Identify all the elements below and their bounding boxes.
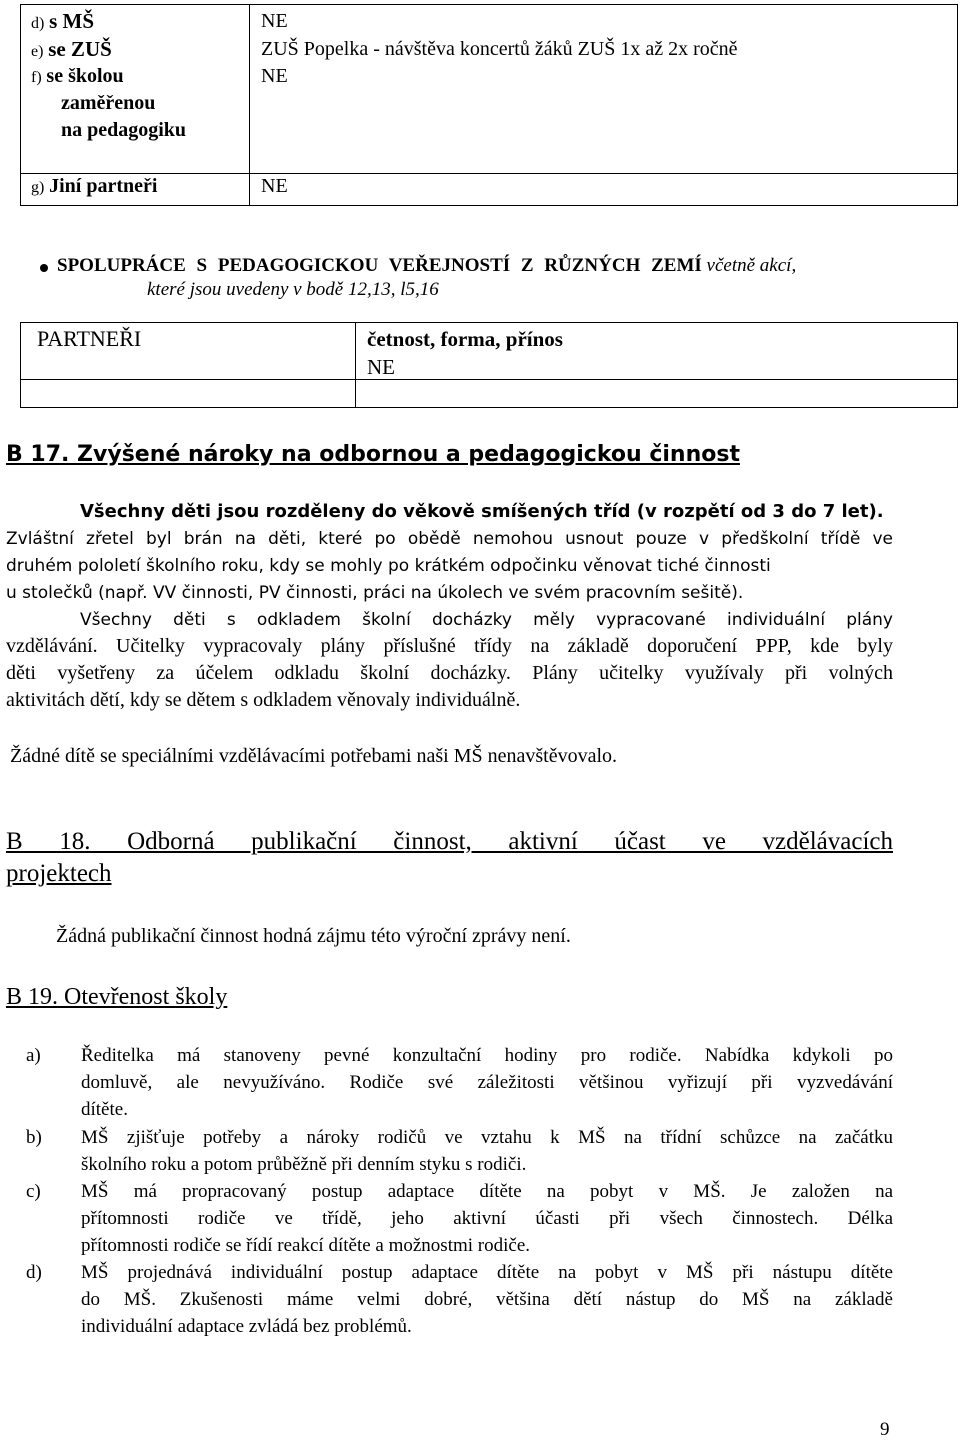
table-divider xyxy=(249,5,250,205)
partners-table xyxy=(20,4,958,206)
b19-item-b-prefix: b) xyxy=(26,1127,42,1148)
b19-item-d-line2: do MŠ. Zkušenosti máme velmi dobré, většina dětí nástup do MŠ na základě xyxy=(81,1289,893,1310)
row-label-d: d) s MŠ xyxy=(31,9,95,33)
row-value-f: NE xyxy=(261,65,288,87)
b19-heading: B 19. Otevřenost školy xyxy=(6,984,228,1010)
b19-item-a-line1: Ředitelka má stanoveny pevné konzultační hodiny pro rodiče. Nabídka kdykoli po xyxy=(81,1045,893,1066)
b17-p1-line1: Zvláštní zřetel byl brán na děti, které po obědě nemohou usnout pouze v předškolní třídě ve xyxy=(6,529,893,549)
b19-item-c-line2: přítomnosti rodiče ve třídě, jeho aktivní účasti při všech činnostech. Délka xyxy=(81,1208,893,1229)
bullet-icon xyxy=(40,264,48,272)
b19-item-b-line1: MŠ zjišťuje potřeby a nároky rodičů ve vztahu k MŠ na třídní schůzce na začátku xyxy=(81,1127,893,1148)
b17-p2-line1: Všechny děti s odkladem školní docházky měly vypracované individuální plány xyxy=(80,610,893,630)
b19-item-c-prefix: c) xyxy=(26,1181,41,1202)
b17-heading: B 17. Zvýšené nároky na odbornou a pedagogickou činnost xyxy=(6,442,740,467)
b17-bold-line: Všechny děti jsou rozděleny do věkově smíšených tříd (v rozpětí od 3 do 7 let). xyxy=(80,501,884,522)
b17-p2-line3: děti vyšetřeny za účelem odkladu školní docházky. Plány učitelky využívaly při volných xyxy=(6,662,893,684)
table-row-divider xyxy=(21,173,957,174)
row-label-f: f) se školou xyxy=(31,65,124,87)
international-table xyxy=(20,322,958,408)
page-number: 9 xyxy=(880,1419,890,1440)
b19-item-b-line2: školního roku a potom průběžně při denním styku s rodiči. xyxy=(81,1154,527,1175)
row-value-e: ZUŠ Popelka - návštěva koncertů žáků ZUŠ 1x až 2x ročně xyxy=(261,38,738,60)
b18-text: Žádná publikační činnost hodná zájmu této výroční zprávy není. xyxy=(56,925,571,947)
col-value-frequency: NE xyxy=(367,355,395,379)
row-value-d: NE xyxy=(261,10,288,32)
col-header-partners: PARTNEŘI xyxy=(37,326,142,351)
b19-item-d-line1: MŠ projednává individuální postup adaptace dítěte na pobyt v MŠ při nástupu dítěte xyxy=(81,1262,893,1283)
row-label-f-line2: zaměřenou xyxy=(61,92,156,114)
row-label-g: g) Jiní partneři xyxy=(31,175,158,197)
international-heading: SPOLUPRÁCE S PEDAGOGICKOU VEŘEJNOSTÍ Z RŮZNÝCH ZEMÍ včetně akcí, xyxy=(57,255,797,276)
row-label-f-line3: na pedagogiku xyxy=(61,119,187,141)
international-note: které jsou uvedeny v bodě 12,13, l5,16 xyxy=(147,279,439,300)
b19-item-c-line1: MŠ má propracovaný postup adaptace dítěte na pobyt v MŠ. Je založen na xyxy=(81,1181,893,1202)
b19-item-d-line3: individuální adaptace zvládá bez problémů. xyxy=(81,1316,412,1337)
b17-p3: Žádné dítě se speciálními vzdělávacími potřebami naši MŠ nenavštěvovalo. xyxy=(10,745,618,767)
b17-p1-line3: u stolečků (např. VV činnosti, PV činnosti, práci na úkolech ve svém pracovním sešitě). xyxy=(6,583,744,603)
b17-p2-line4: aktivitách dětí, kdy se dětem s odkladem věnovaly individuálně. xyxy=(6,689,521,711)
b19-item-a-prefix: a) xyxy=(26,1045,41,1066)
b18-heading-line2: projektech xyxy=(6,860,112,887)
b18-heading-line1: B 18. Odborná publikační činnost, aktivní účast ve vzdělávacích xyxy=(6,828,893,855)
b19-item-d-prefix: d) xyxy=(26,1262,42,1283)
table-divider xyxy=(355,323,356,407)
b17-p2-line2: vzdělávání. Učitelky vypracovaly plány příslušné třídy na základě doporučení PPP, kde byly xyxy=(6,635,893,657)
row-label-e: e) se ZUŠ xyxy=(31,37,112,61)
row-value-g: NE xyxy=(261,175,288,197)
table-row-divider xyxy=(21,379,957,380)
col-header-frequency: četnost, forma, přínos xyxy=(367,327,563,351)
b17-p1-line2: druhém pololetí školního roku, kdy se mohly po krátkém odpočinku věnovat tiché činnosti xyxy=(6,556,771,576)
b19-item-a-line3: dítěte. xyxy=(81,1099,128,1120)
b19-item-c-line3: přítomnosti rodiče se řídí reakcí dítěte a možnostmi rodiče. xyxy=(81,1235,531,1256)
b19-item-a-line2: domluvě, ale nevyužíváno. Rodiče své záležitosti většinou vyřizují při vyzvedávání xyxy=(81,1072,893,1093)
